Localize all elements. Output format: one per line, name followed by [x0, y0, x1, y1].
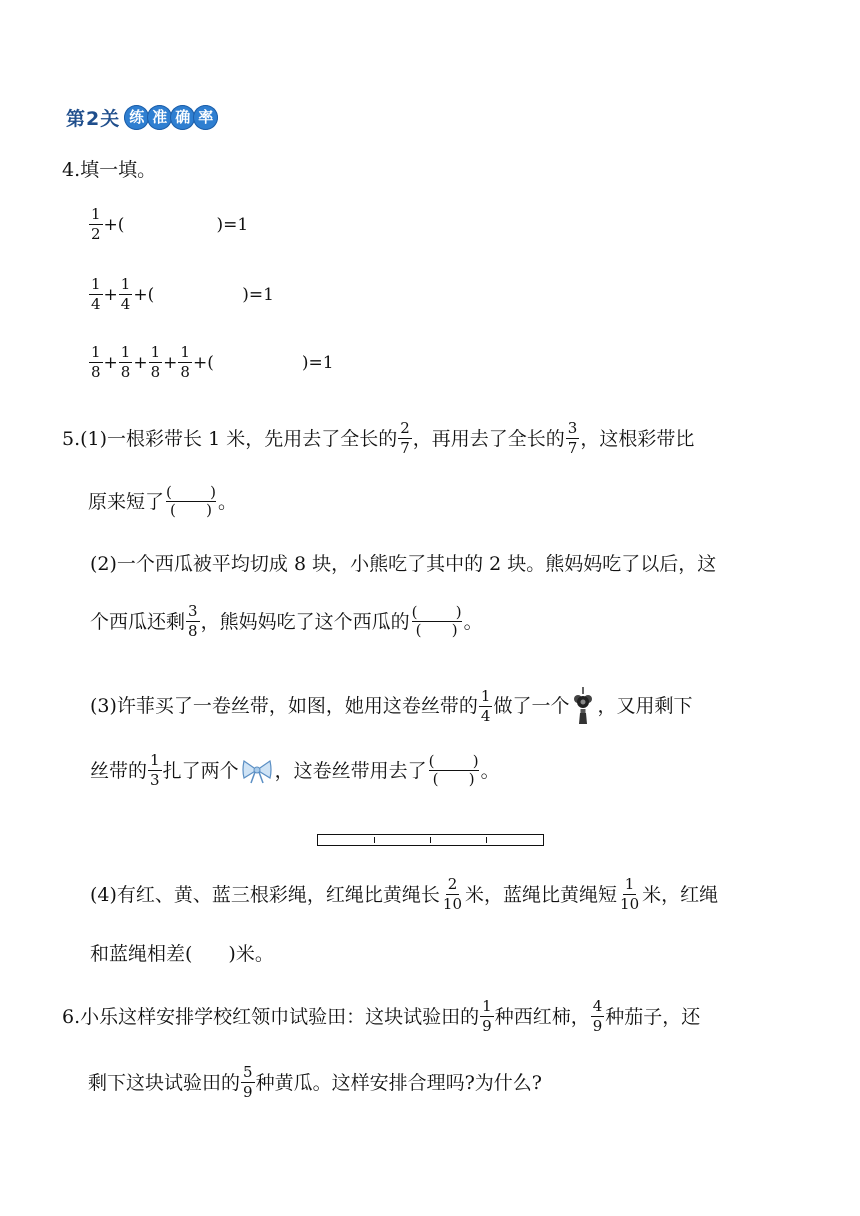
fraction-answer-blank[interactable]: ( ) ( )	[411, 603, 462, 639]
fraction: $\frac{1}{4}$	[480, 686, 491, 725]
fraction-answer-blank[interactable]: ( ) ( )	[166, 483, 217, 519]
chinese-knot-icon	[571, 686, 595, 726]
q5-4-line-2: 和蓝绳相差( )米。	[90, 943, 274, 965]
ribbon-division	[374, 837, 375, 843]
q5-2-line-2: 个西瓜还剩 $\frac{3}{8}$ ，熊妈妈吃了这个西瓜的 ( ) ( ) 。	[90, 602, 483, 640]
fraction: $\frac{5}{9}$	[243, 1063, 253, 1101]
bow-icon	[241, 758, 273, 784]
header-char-1: 练	[124, 105, 149, 130]
fraction: $\frac{1}{8}$	[91, 343, 101, 381]
q5-1-line-1: 5.(1)一根彩带长 1 米，先用去了全长的 $\frac{2}{7}$ ，再用去了全长的 $\frac{3}{7}$ ，这根彩带比	[62, 419, 695, 457]
q5-3-line-2: 丝带的 $\frac{1}{3}$ 扎了两个 ，这卷丝带用去了 ( ) ( ) 。	[90, 751, 500, 789]
fraction: $\frac{1}{10}$	[620, 875, 640, 913]
fraction: $\frac{1}{9}$	[482, 997, 492, 1035]
fraction: $\frac{4}{9}$	[592, 997, 603, 1035]
fraction: $\frac{2}{10}$	[442, 875, 463, 913]
level-label: 第2关	[66, 107, 121, 130]
fraction: $\frac{1}{8}$	[150, 343, 161, 381]
fraction: $\frac{1}{3}$	[150, 751, 160, 789]
fraction: $\frac{2}{7}$	[400, 419, 410, 457]
section-header	[66, 104, 216, 130]
header-char-4: 率	[193, 105, 218, 130]
ribbon-division	[430, 837, 431, 843]
fraction-answer-blank[interactable]: ( ) ( )	[428, 752, 479, 788]
q5-2-line-1: (2)一个西瓜被平均切成 8 块，小熊吃了其中的 2 块。熊妈妈吃了以后，这	[90, 553, 717, 575]
header-char-3: 确	[170, 105, 195, 130]
q6-line-1: 6.小乐这样安排学校红领巾试验田：这块试验田的 $\frac{1}{9}$ 种西红柿， $\frac{4}{9}$ 种茄子，还	[62, 997, 701, 1035]
q5-1-line-2: 原来短了 ( ) ( ) 。	[88, 483, 238, 519]
q4-equation-2: $\frac{1}{4}$ + $\frac{1}{4}$ + ( ) =1	[91, 275, 274, 313]
q5-4-line-1: (4)有红、黄、蓝三根彩绳，红绳比黄绳长 $\frac{2}{10}$ 米，蓝绳比黄绳短 $\frac{1}{10}$ 米，红绳	[90, 875, 719, 913]
fraction: $\frac{1}{8}$	[120, 343, 131, 381]
fraction: $\frac{1}{4}$	[120, 275, 131, 313]
fraction: $\frac{3}{8}$	[188, 602, 198, 640]
fraction: $\frac{1}{4}$	[91, 275, 101, 313]
ribbon-diagram	[317, 834, 544, 846]
q4-equation-3: $\frac{1}{8}$ + $\frac{1}{8}$ + $\frac{1}{8}$ + $\frac{1}{8}$ + ( ) =1	[91, 343, 334, 381]
q5-3-line-1: (3)许菲买了一卷丝带，如图，她用这卷丝带的 $\frac{1}{4}$ 做了一个 ，又用剩下	[90, 686, 693, 725]
q4-title: 4.填一填。	[62, 159, 157, 181]
fraction: $\frac{3}{7}$	[567, 419, 578, 457]
q4-equation-1: $\frac{1}{2}$ + ( ) =1	[91, 205, 249, 243]
fraction: $\frac{1}{8}$	[180, 343, 190, 381]
header-char-2: 准	[147, 105, 172, 130]
ribbon-division	[486, 837, 487, 843]
fraction: $\frac{1}{2}$	[91, 205, 101, 243]
q6-line-2: 剩下这块试验田的 $\frac{5}{9}$ 种黄瓜。这样安排合理吗?为什么?	[88, 1063, 542, 1101]
